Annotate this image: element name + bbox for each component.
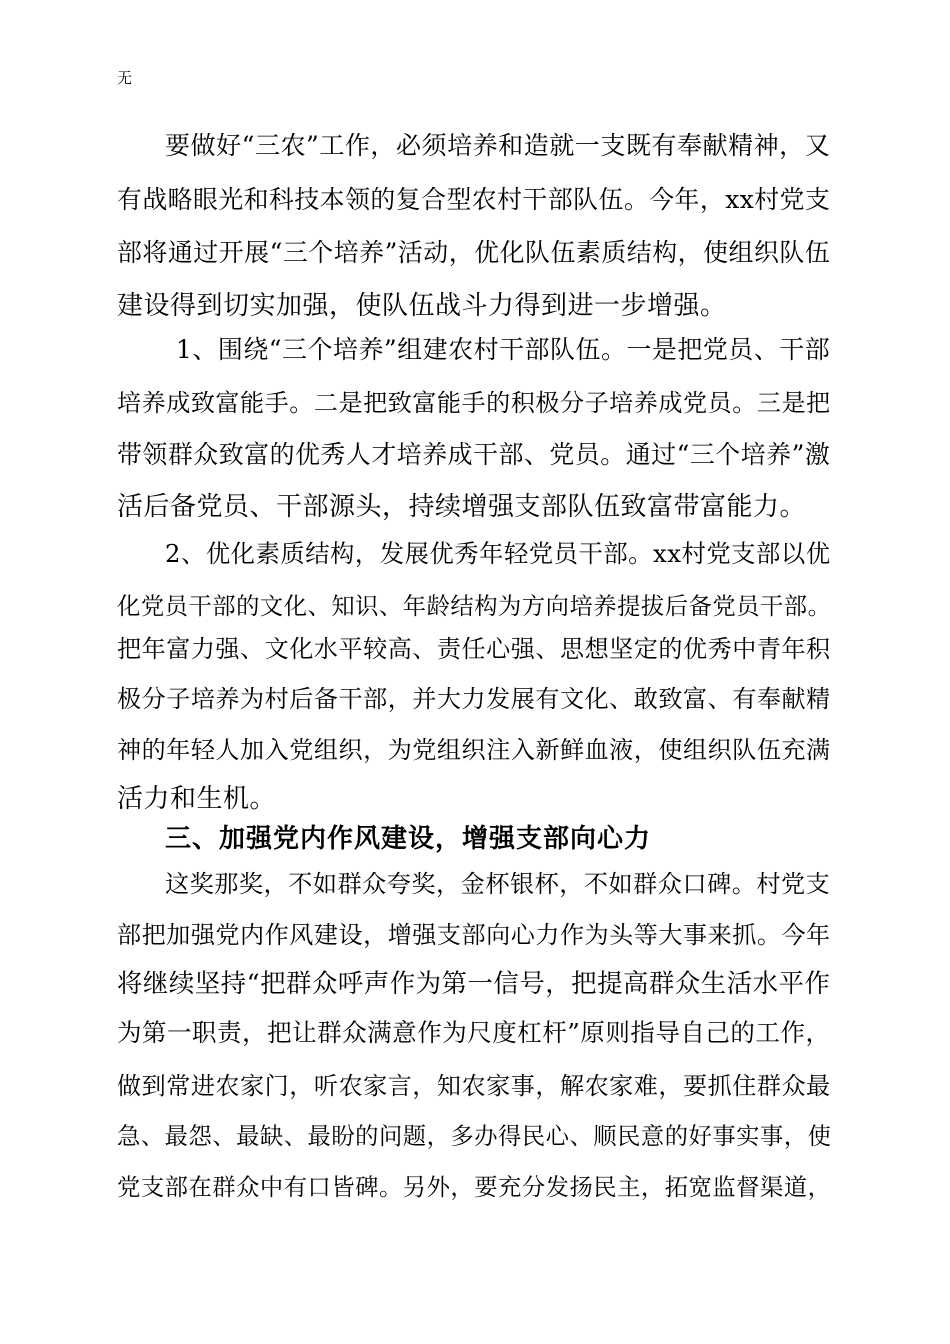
section3-line-5: 做到常进农家门，听农家言，知农家事，解农家难，要抓住群众最 xyxy=(117,1072,831,1100)
item2-line-6: 活力和生机。 xyxy=(117,784,277,814)
section3-line-6: 急、最怨、最缺、最盼的问题，多办得民心、顺民意的好事实事，使 xyxy=(117,1123,832,1150)
intro-line-3: 部将通过开展“三个培养”活动，优化队伍素质结构，使组织队伍 xyxy=(117,238,831,267)
section-heading: 三、加强党内作风建设，增强支部向心力 xyxy=(165,824,652,854)
item2-line-4: 极分子培养为村后备干部，并大力发展有文化、敢致富、有奉献精 xyxy=(117,685,831,713)
section3-line-1: 这奖那奖，不如群众夸奖，金杯银杯，不如群众口碑。村党支 xyxy=(165,870,831,898)
intro-line-2: 有战略眼光和科技本领的复合型农村干部队伍。今年，xx村党支 xyxy=(117,185,831,214)
section3-line-4: 为第一职责，把让群众满意作为尺度杠杆”原则指导自己的工作， xyxy=(117,1018,831,1047)
item1-line-1: 1、围绕“三个培养”组建农村干部队伍。一是把党员、干部 xyxy=(176,335,831,364)
header-mark: 无 xyxy=(117,69,133,87)
section3-line-7: 党支部在群众中有口皆碑。另外，要充分发扬民主，拓宽监督渠道， xyxy=(117,1174,832,1201)
item2-line-3: 把年富力强、文化水平较高、责任心强、思想坚定的优秀中青年积 xyxy=(117,635,831,663)
item1-line-4: 活后备党员、干部源头，持续增强支部队伍致富带富能力。 xyxy=(117,492,807,522)
item2-line-1: 2、优化素质结构，发展优秀年轻党员干部。xx村党支部以优 xyxy=(165,539,831,568)
item2-line-2: 化党员干部的文化、知识、年龄结构为方向培养提拔后备党员干部。 xyxy=(117,593,832,620)
item1-line-3: 带领群众致富的优秀人才培养成干部、党员。通过“三个培养”激 xyxy=(117,440,831,469)
section3-line-3: 将继续坚持“把群众呼声作为第一信号，把提高群众生活水平作 xyxy=(117,968,831,998)
intro-line-4: 建设得到切实加强，使队伍战斗力得到进一步增强。 xyxy=(117,291,727,321)
intro-line-1: 要做好“三农”工作，必须培养和造就一支既有奉献精神，又 xyxy=(165,131,831,160)
item1-line-2: 培养成致富能手。二是把致富能手的积极分子培养成党员。三是把 xyxy=(117,389,831,417)
section3-line-2: 部把加强党内作风建设，增强支部向心力作为头等大事来抓。今年 xyxy=(117,921,831,949)
item2-line-5: 神的年轻人加入党组织，为党组织注入新鲜血液，使组织队伍充满 xyxy=(117,736,831,764)
